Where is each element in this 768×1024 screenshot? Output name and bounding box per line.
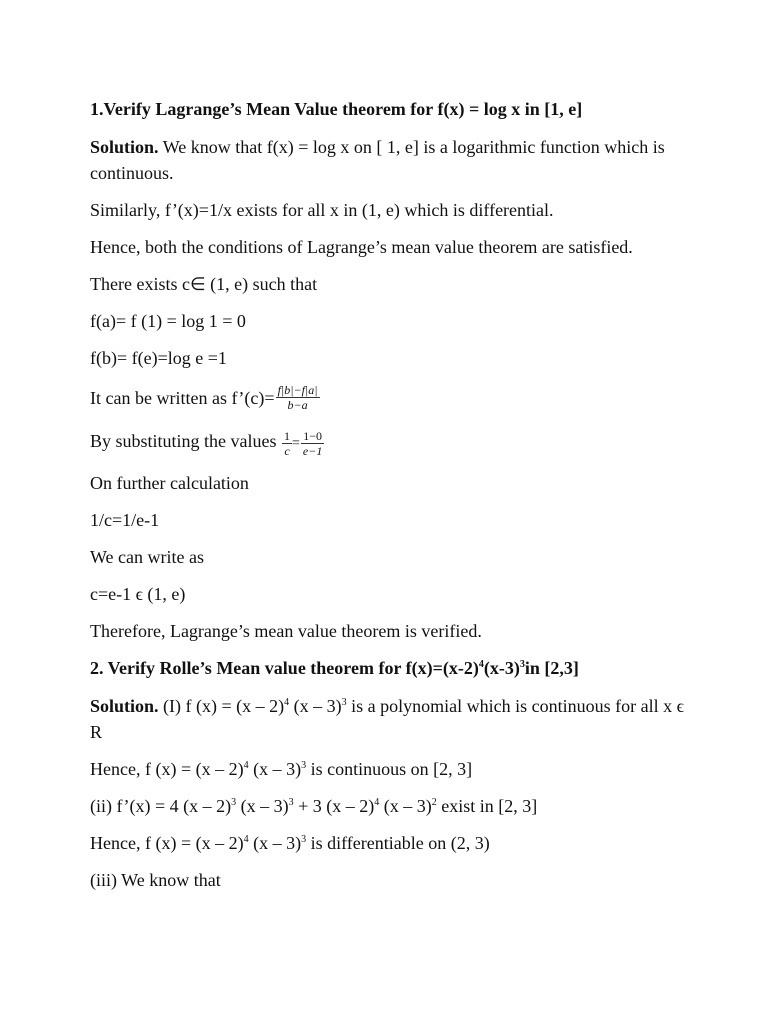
left-fraction-numerator: 1: [284, 428, 290, 443]
q2-title-part: in [2,3]: [524, 657, 579, 678]
line-part: exist in [2, 3]: [436, 795, 538, 816]
q1-can-write-line: We can write as: [90, 546, 204, 567]
right-fraction-numerator: 1−0: [301, 429, 324, 444]
q1-written-line: [90, 385, 690, 414]
exponent: 3: [231, 796, 237, 808]
q1-c-value-line: c=e-1 ϵ (1, e): [90, 583, 186, 604]
exponent: 3: [519, 658, 525, 670]
equals-sign: =: [292, 436, 300, 452]
right-fraction: [301, 429, 324, 458]
solution-label: Solution.: [90, 695, 159, 716]
q1-fa-line: f(a)= f (1) = log 1 = 0: [90, 311, 246, 331]
fraction-numerator: f|b|−f|a|: [277, 383, 318, 398]
line-part: Hence, f (x) = (x – 2): [90, 758, 244, 779]
exponent: 4: [243, 833, 249, 845]
line-part: (x – 3): [248, 832, 302, 853]
q1-substitute-line: [90, 428, 690, 457]
line-part: (x – 3): [236, 795, 289, 816]
q1-further-line: On further calculation: [90, 472, 249, 493]
q1-exists-line: There exists c∈ (1, e) such that: [90, 274, 318, 294]
fraction-denominator: b−a: [287, 398, 308, 413]
exponent: 3: [301, 759, 307, 771]
solution-label: Solution.: [90, 137, 159, 157]
q1-solution-paragraph: [90, 134, 690, 186]
question-2-title: [90, 655, 690, 681]
line-part: Hence, f (x) = (x – 2): [90, 832, 244, 853]
substitute-prefix: By substituting the values: [90, 431, 281, 452]
left-fraction-denominator: c: [284, 443, 290, 458]
mvt-fraction: [276, 383, 320, 412]
right-fraction-denominator: e−1: [302, 443, 323, 458]
q2-solution-paragraph: [90, 693, 690, 745]
solution-part: (I) f (x) = (x – 2): [158, 695, 285, 716]
exponent: 4: [284, 696, 290, 708]
line-part: is differentiable on (2, 3): [306, 832, 490, 853]
exponent: 4: [243, 759, 249, 771]
exponent: 3: [301, 833, 307, 845]
line-part: (ii) f’(x) = 4 (x – 2): [90, 795, 232, 816]
exponent: 4: [374, 796, 380, 808]
exponent: 3: [288, 796, 294, 808]
line-part: is continuous on [2, 3]: [306, 758, 473, 779]
left-fraction: [282, 429, 292, 458]
line-part: (x – 3): [248, 758, 302, 779]
q1-conclusion-line: Therefore, Lagrange’s mean value theorem is verified.: [90, 620, 482, 641]
q2-derivative-line: [90, 793, 690, 819]
solution-part: is a polynomial which is continuous for all x ϵ R: [90, 695, 684, 742]
q2-title-part: 2. Verify Rolle’s Mean value theorem for f(x)=(x-2): [90, 657, 479, 678]
written-prefix: It can be written as f’(c)=: [90, 388, 275, 408]
question-1-title: 1.Verify Lagrange’s Mean Value theorem for f(x) = log x in [1, e]: [90, 99, 583, 119]
line-part: + 3 (x – 2): [293, 795, 375, 816]
q2-title-part: (x-3): [483, 657, 520, 678]
line-part: (x – 3): [379, 795, 432, 816]
q1-derivative-line: Similarly, f’(x)=1/x exists for all x in (1, e) which is differential.: [90, 200, 554, 220]
document-page: [90, 96, 690, 893]
exponent: 3: [341, 696, 347, 708]
q1-one-over-c-line: 1/c=1/e-1: [90, 509, 160, 530]
q2-we-know-line: (iii) We know that: [90, 869, 221, 890]
q1-hence-line: Hence, both the conditions of Lagrange’s mean value theorem are satisfied.: [90, 237, 633, 257]
exponent: 4: [478, 658, 484, 670]
solution-part: (x – 3): [289, 695, 342, 716]
q1-fb-line: f(b)= f(e)=log e =1: [90, 348, 227, 368]
exponent: 2: [431, 796, 437, 808]
solution-text: We know that f(x) = log x on [ 1, e] is a logarithmic function which is continuous.: [90, 137, 665, 183]
q2-continuous-line: [90, 756, 690, 782]
q2-differentiable-line: [90, 830, 690, 856]
